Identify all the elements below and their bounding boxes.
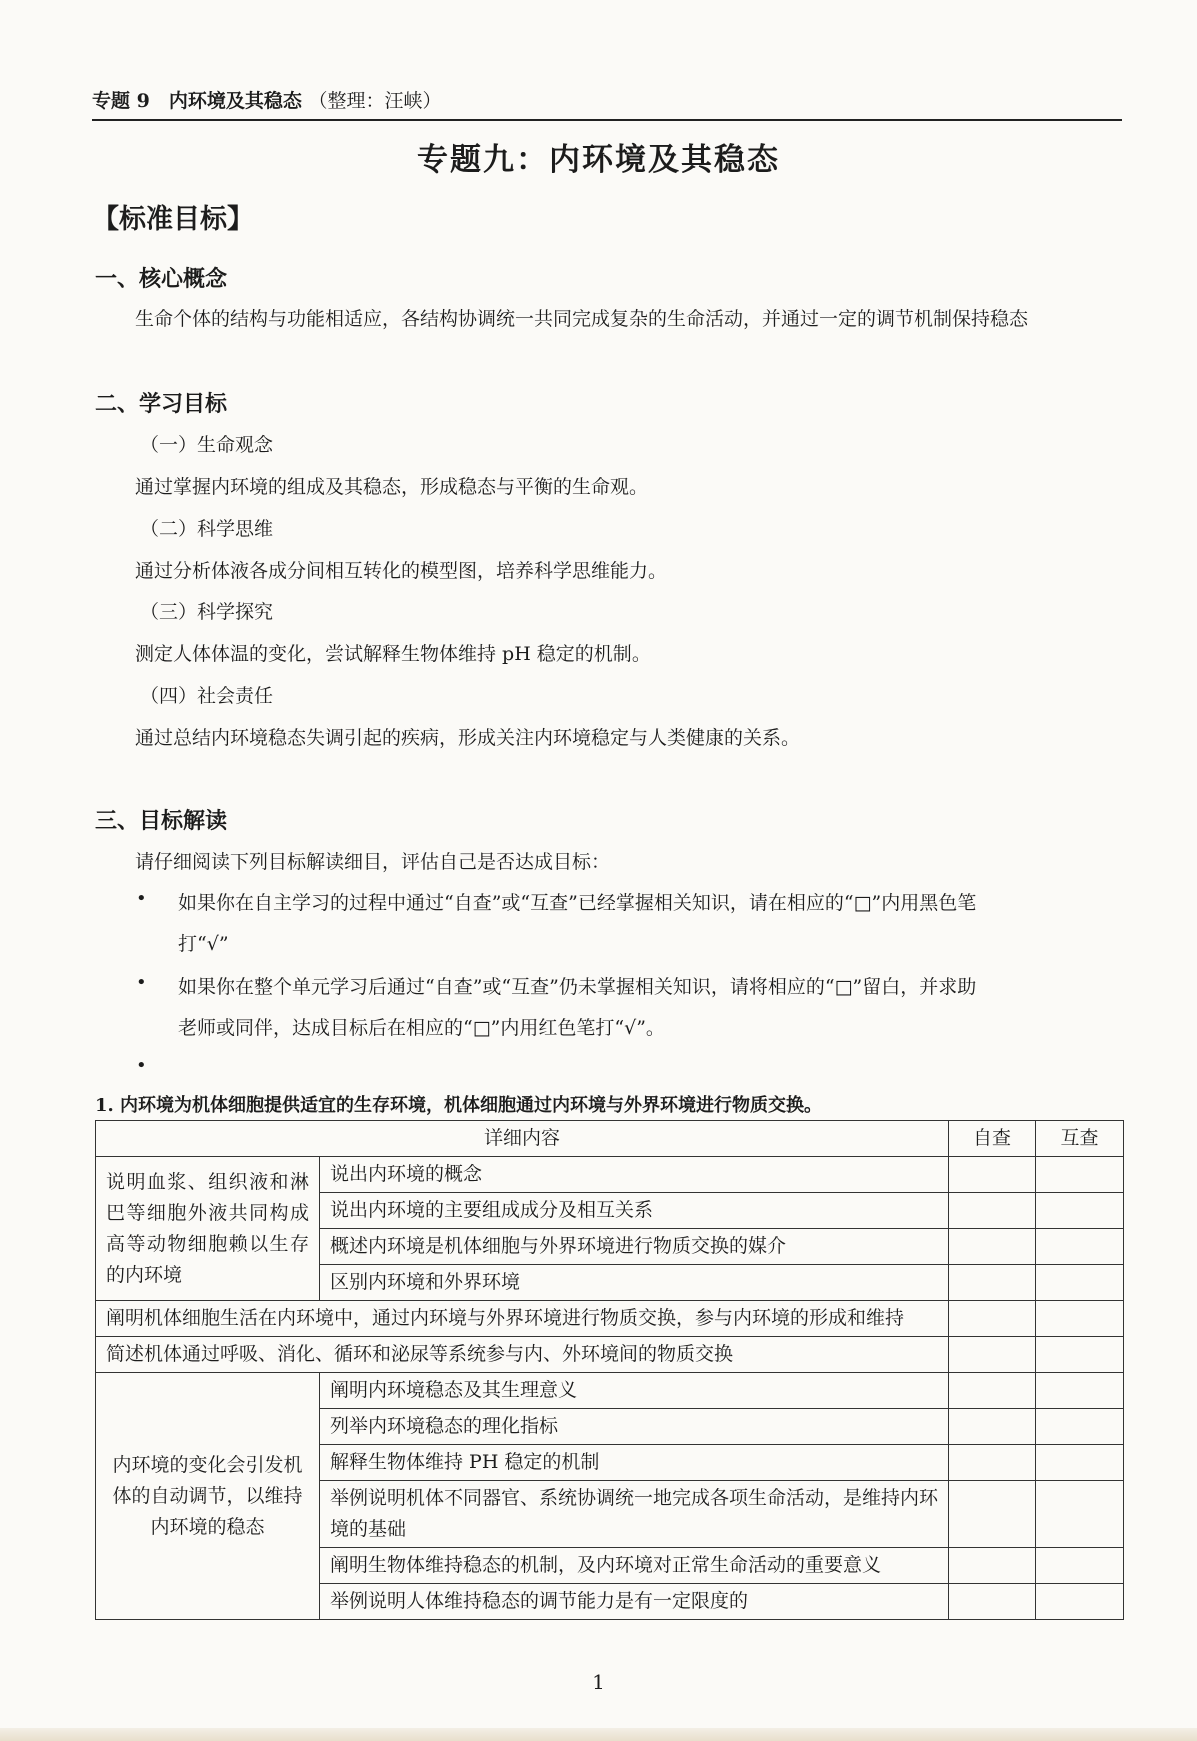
self-check-box[interactable]	[949, 1445, 1036, 1481]
goal-3-title: （三）科学探究	[140, 601, 274, 623]
page-number: 1	[592, 1670, 605, 1694]
self-check-box[interactable]	[949, 1229, 1036, 1265]
peer-check-box[interactable]	[1036, 1481, 1124, 1548]
detail-cell: 举例说明人体维持稳态的调节能力是有一定限度的	[320, 1584, 949, 1620]
col-header-peer-check: 互查	[1036, 1121, 1124, 1157]
goal-1-text: 通过掌握内环境的组成及其稳态，形成稳态与平衡的生命观。	[135, 476, 649, 498]
peer-check-box[interactable]	[1036, 1445, 1124, 1481]
group-cell: 说明血浆、组织液和淋巴等细胞外液共同构成高等动物细胞赖以生存的内环境	[96, 1157, 320, 1301]
detail-cell: 区别内环境和外界环境	[320, 1265, 949, 1301]
detail-cell: 阐明内环境稳态及其生理意义	[320, 1373, 949, 1409]
header-editor: （整理：汪峡）	[308, 90, 442, 112]
header-topic: 专题 9 内环境及其稳态	[92, 90, 302, 112]
goal-2-title: （二）科学思维	[140, 518, 274, 540]
detail-cell: 举例说明机体不同器官、系统协调统一地完成各项生命活动，是维持内环境的基础	[320, 1481, 949, 1548]
self-check-box[interactable]	[949, 1301, 1036, 1337]
col-header-self-check: 自查	[949, 1121, 1036, 1157]
interpretation-intro: 请仔细阅读下列目标解读细目，评估自己是否达成目标：	[135, 851, 611, 873]
scan-edge	[0, 1728, 1197, 1741]
goals-table	[95, 1120, 1124, 1620]
goal-2-text: 通过分析体液各成分间相互转化的模型图，培养科学思维能力。	[135, 560, 668, 582]
table-row	[96, 1157, 1124, 1193]
group-cell: 内环境的变化会引发机体的自动调节，以维持内环境的稳态	[96, 1373, 320, 1620]
peer-check-box[interactable]	[1036, 1584, 1124, 1620]
detail-cell: 说出内环境的主要组成成分及相互关系	[320, 1193, 949, 1229]
self-check-box[interactable]	[949, 1548, 1036, 1584]
table-header-row	[96, 1121, 1124, 1157]
bullet-2-line-2: 老师或同伴，达成目标后在相应的“□”内用红色笔打“√”。	[178, 1017, 665, 1039]
bullet-1-line-2: 打“√”	[178, 933, 229, 955]
table-row	[96, 1337, 1124, 1373]
heading-core-concept: 一、核心概念	[95, 267, 228, 292]
col-header-detail: 详细内容	[96, 1121, 949, 1157]
peer-check-box[interactable]	[1036, 1337, 1124, 1373]
peer-check-box[interactable]	[1036, 1265, 1124, 1301]
detail-cell: 列举内环境稳态的理化指标	[320, 1409, 949, 1445]
goal-1-title: （一）生命观念	[140, 434, 274, 456]
self-check-box[interactable]	[949, 1157, 1036, 1193]
page-title: 专题九：内环境及其稳态	[417, 142, 780, 178]
section-heading-standard-target: 【标准目标】	[92, 204, 254, 235]
detail-cell: 阐明生物体维持稳态的机制，及内环境对正常生命活动的重要意义	[320, 1548, 949, 1584]
self-check-box[interactable]	[949, 1373, 1036, 1409]
detail-cell: 解释生物体维持 PH 稳定的机制	[320, 1445, 949, 1481]
self-check-box[interactable]	[949, 1265, 1036, 1301]
core-concept-text: 生命个体的结构与功能相适应，各结构协调统一共同完成复杂的生命活动，并通过一定的调节机制保持稳态	[135, 308, 1029, 330]
bullet-dot: •	[136, 888, 147, 909]
heading-goal-interpretation: 三、目标解读	[95, 809, 228, 834]
detail-cell: 说出内环境的概念	[320, 1157, 949, 1193]
goal-3-text: 测定人体体温的变化，尝试解释生物体维持 pH 稳定的机制。	[135, 643, 651, 665]
self-check-box[interactable]	[949, 1409, 1036, 1445]
bullet-1-line-1: 如果你在自主学习的过程中通过“自查”或“互查”已经掌握相关知识，请在相应的“□”内用黑色笔	[178, 892, 977, 914]
peer-check-box[interactable]	[1036, 1548, 1124, 1584]
detail-cell: 概述内环境是机体细胞与外界环境进行物质交换的媒介	[320, 1229, 949, 1265]
self-check-box[interactable]	[949, 1193, 1036, 1229]
bullet-dot: •	[136, 972, 147, 993]
table-section-title: 1. 内环境为机体细胞提供适宜的生存环境，机体细胞通过内环境与外界环境进行物质交换。	[95, 1095, 823, 1116]
bullet-2-line-1: 如果你在整个单元学习后通过“自查”或“互查”仍未掌握相关知识，请将相应的“□”留白，并求助	[178, 976, 977, 998]
running-header	[92, 86, 1122, 121]
self-check-box[interactable]	[949, 1584, 1036, 1620]
heading-learning-goals: 二、学习目标	[95, 392, 228, 417]
table-row	[96, 1301, 1124, 1337]
peer-check-box[interactable]	[1036, 1301, 1124, 1337]
self-check-box[interactable]	[949, 1337, 1036, 1373]
detail-cell-wide: 简述机体通过呼吸、消化、循环和泌尿等系统参与内、外环境间的物质交换	[96, 1337, 949, 1373]
bullet-dot-empty: •	[136, 1055, 147, 1076]
peer-check-box[interactable]	[1036, 1157, 1124, 1193]
detail-cell-wide: 阐明机体细胞生活在内环境中，通过内环境与外界环境进行物质交换，参与内环境的形成和维持	[96, 1301, 949, 1337]
peer-check-box[interactable]	[1036, 1193, 1124, 1229]
peer-check-box[interactable]	[1036, 1373, 1124, 1409]
table-row	[96, 1373, 1124, 1409]
goal-4-title: （四）社会责任	[140, 685, 274, 707]
peer-check-box[interactable]	[1036, 1229, 1124, 1265]
peer-check-box[interactable]	[1036, 1409, 1124, 1445]
goal-4-text: 通过总结内环境稳态失调引起的疾病，形成关注内环境稳定与人类健康的关系。	[135, 727, 801, 749]
self-check-box[interactable]	[949, 1481, 1036, 1548]
